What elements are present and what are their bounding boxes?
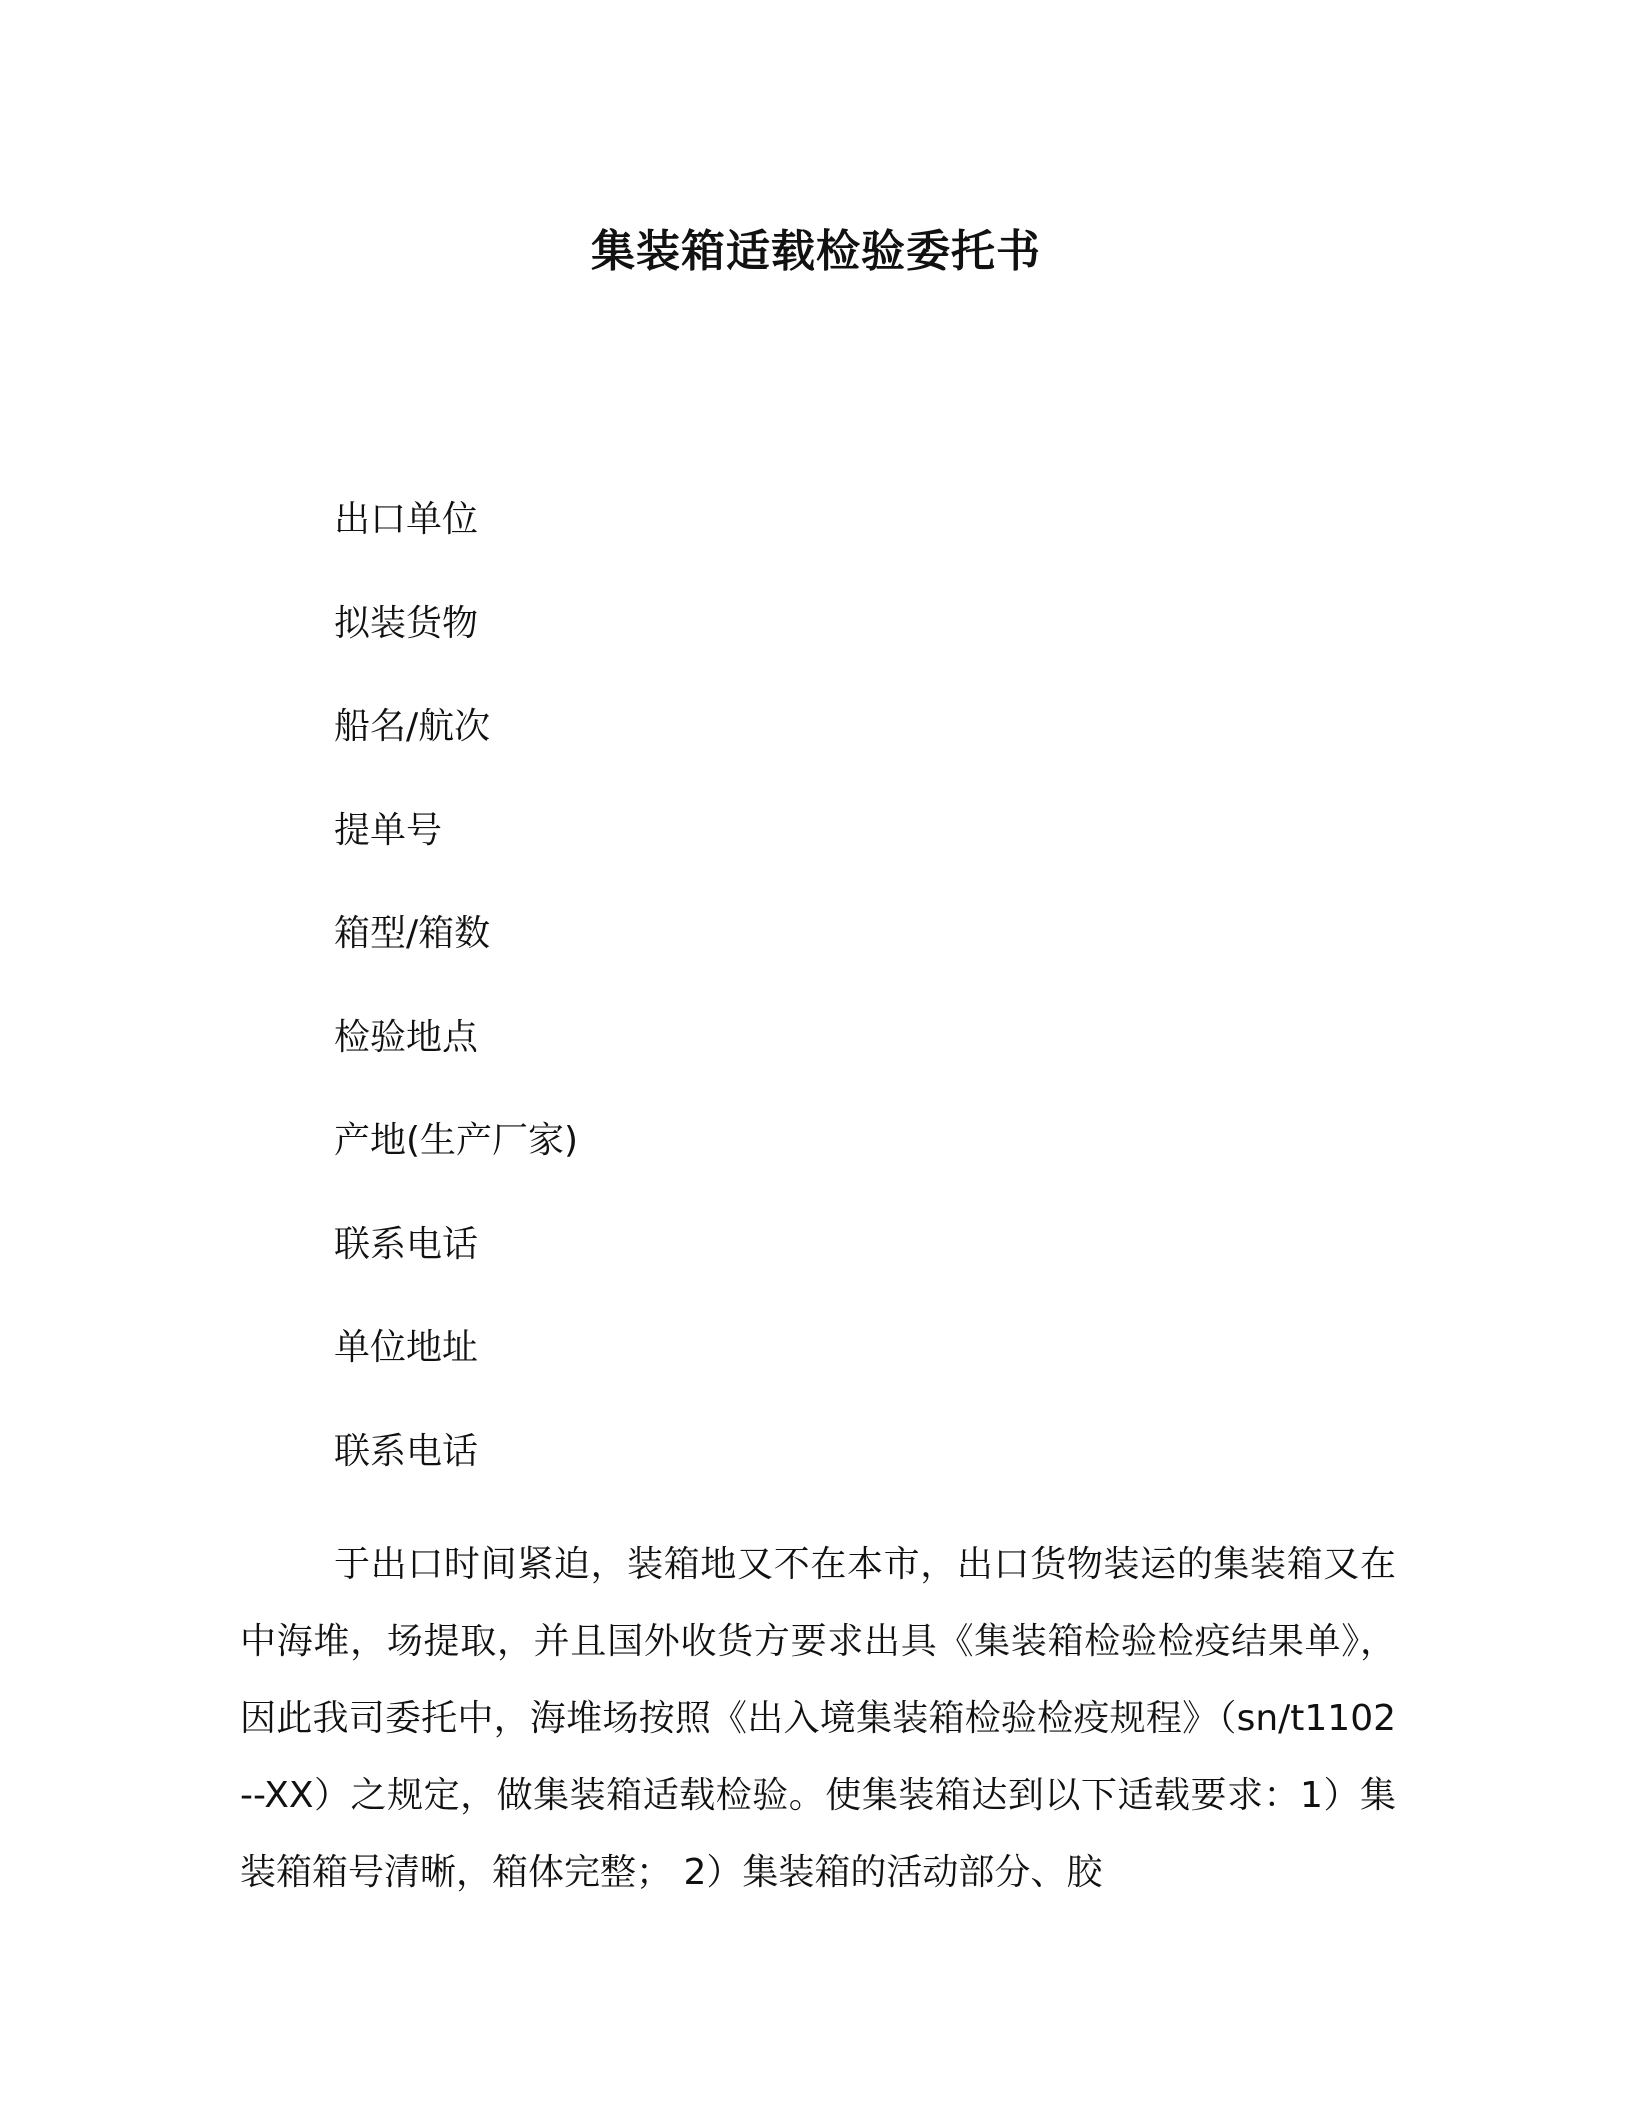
form-field-list: [334, 490, 1434, 1525]
field-goods: 拟装货物: [334, 602, 479, 644]
field-bill-of-lading: 提单号: [334, 809, 443, 851]
field-vessel-voyage: 船名/航次: [334, 706, 491, 747]
document-title: 集装箱适载检验委托书: [591, 226, 1041, 277]
field-company-address: 单位地址: [334, 1327, 479, 1368]
field-contact-phone-2: 联系电话: [334, 1430, 479, 1472]
field-inspection-location: 检验地点: [334, 1016, 479, 1058]
field-origin-manufacturer: 产地(生产厂家): [334, 1120, 579, 1161]
field-container-type-count: 箱型/箱数: [334, 913, 491, 954]
field-contact-phone: 联系电话: [334, 1223, 479, 1265]
body-paragraph: 于出口时间紧迫，装箱地又不在本市，出口货物装运的集装箱又在中海堆，场提取，并且国外收货方要求出具《集装箱检验检疫结果单》，因此我司委托中，海堆场按照《出入境集装箱检验检疫规程》（sn/t1102--XX）之规定，做集装箱适载检验。使集装箱达到以下适载要求：1）集装箱箱号清晰，箱体完整； 2）集装箱的活动部分、胶: [240, 1544, 1396, 1893]
field-export-unit: 出口单位: [334, 499, 479, 540]
